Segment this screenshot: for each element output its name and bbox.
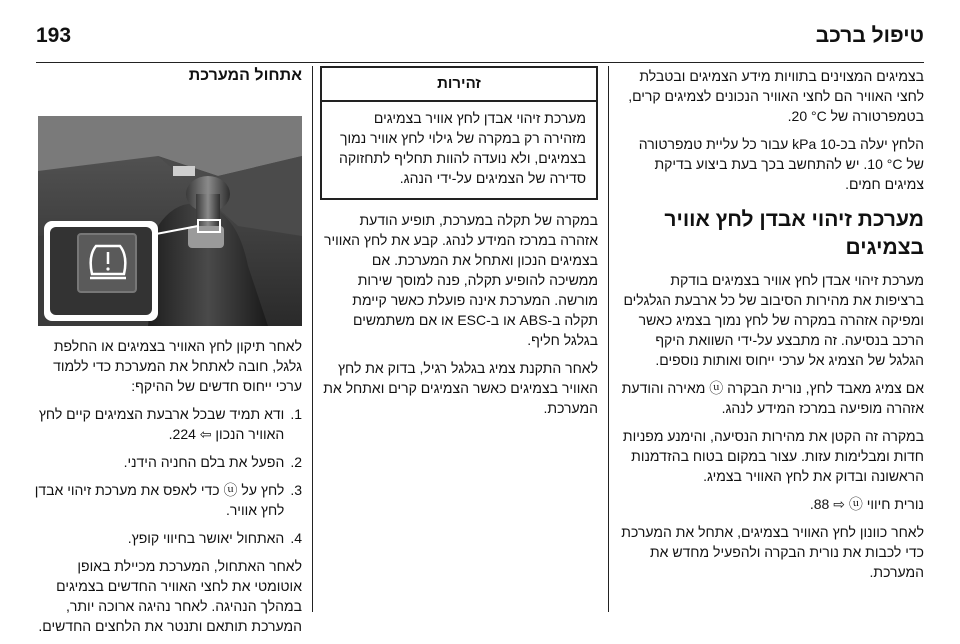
section-title: מערכת זיהוי אבדן לחץ אוויר בצמיגים bbox=[664, 208, 924, 259]
reset-step bbox=[34, 452, 302, 472]
reset-outro-paragraph: לאחר האתחול, המערכת מכיילת באופן אוטומטי את לחצי האוויר החדשים בצמיגים במהלך הנהיגה. לאחר נהיגה ארוכה יותר, המערכת תותאם ותנטר את הלחצים החדשים. bbox=[38, 558, 302, 634]
reset-intro-paragraph: לאחר תיקון לחץ האוויר בצמיגים או החלפת גלגל, חובה לאתחל את המערכת כדי ללמוד ערכי ייחוס חדשים של ההיקף: bbox=[53, 338, 302, 394]
page-title: טיפול ברכב bbox=[815, 24, 924, 47]
tyre-install-paragraph: לאחר התקנת צמיג בגלגל רגיל, בדוק את לחץ האוויר בצמיגים כאשר הצמיגים קרים ואתחל את המערכת. bbox=[323, 360, 598, 416]
temperature-paragraph: הלחץ יעלה בכ-‏10 kPa עבור כל עליית טמפרטורה של ‎10 °C. יש להתחשב בכך בעת ביצוע בדיקת צמיגים חמים. bbox=[638, 136, 924, 192]
column-divider-left bbox=[312, 66, 313, 612]
step-number: 4. bbox=[290, 530, 302, 546]
system-description-paragraph: מערכת זיהוי אבדן לחץ אוויר בצמיגים בודקת ברציפות את מהירות הסיבוב של כל ארבעת הגלגלים ומפיקה אזהרה במקרה של לחץ נמוך בצמיג כאשר הרכב בנסיעה. זה מתבצע על-ידי השוואת היקף הגלגל של הצמיג אל ערכי ייחוס ואותות נוספים. bbox=[623, 272, 924, 368]
caution-box bbox=[320, 66, 598, 200]
middle-column bbox=[320, 66, 598, 426]
gear-console-illustration bbox=[38, 116, 302, 326]
right-column bbox=[618, 66, 924, 590]
reset-step bbox=[34, 404, 302, 444]
header-rule bbox=[36, 62, 924, 63]
page-header bbox=[36, 24, 924, 54]
step-text: לחץ על ⓤ כדי לאפס את מערכת זיהוי אבדן לחץ אוויר. bbox=[34, 482, 285, 518]
left-column bbox=[34, 66, 302, 644]
reset-steps-list bbox=[34, 404, 302, 548]
pressure-info-paragraph: בצמיגים המצוינים בתוויות מידע הצמיגים ובטבלת לחצי האוויר הם לחצי האוויר הנכונים לצמיגים קרים, בטמפרטורה של ‎20 °C. bbox=[628, 68, 924, 124]
step-text: ודא תמיד שבכל ארבעת הצמיגים קיים לחץ האוויר הנכון ⇦ 224. bbox=[38, 406, 285, 442]
malfunction-paragraph: במקרה של תקלה במערכת, תופיע הודעת אזהרה במרכז המידע לנהג. קבע את לחץ האוויר בצמיגים הנכון ואתחל את המערכת. אם ממשיכה להופיע תקלה, פנה למוסך שירות מורשה. המערכת אינה פועלת כאשר קיימת תקלה ב-ABS או ב-ESC או אם משתמשים בגלגל חליף. bbox=[323, 212, 598, 348]
reset-step bbox=[34, 528, 302, 548]
caution-title: זהירות bbox=[322, 68, 596, 102]
indicator-reference: נורית חיווי ⓤ ‏⇨ 88. bbox=[809, 496, 924, 512]
caution-text: מערכת זיהוי אבדן לחץ אוויר בצמיגים מזהירה רק במקרה של גילוי לחץ אוויר נמוך בצמיגים, ולא נועדה להוות תחליף לתחזוקה סדירה של הצמיגים על-ידי הנהג. bbox=[338, 110, 586, 186]
column-divider-right bbox=[608, 66, 609, 612]
page-number: 193 bbox=[36, 24, 72, 47]
step-text: האתחול יאושר בחיווי קופץ. bbox=[127, 530, 285, 546]
step-text: הפעל את בלם החניה הידני. bbox=[123, 454, 285, 470]
step-number: 1. bbox=[290, 406, 302, 422]
driving-advice-paragraph: במקרה זה הקטן את מהירות הנסיעה, והימנע מפניות חדות ומבלימות עזות. עצור במקום בטוח בהזדמנות הראשונה ובדוק את לחץ האוויר בצמיג. bbox=[622, 428, 924, 484]
step-number: 3. bbox=[290, 482, 302, 498]
subsection-title: אתחול המערכת bbox=[188, 67, 302, 84]
reset-step bbox=[34, 480, 302, 520]
warning-light-paragraph: אם צמיג מאבד לחץ, נורית הבקרה ⓤ מאירה והודעת אזהרה מופיעה במרכז המידע לנהג. bbox=[621, 380, 924, 416]
reset-paragraph: לאחר כוונון לחץ האוויר בצמיגים, אתחל את המערכת כדי לכבות את נורית הבקרה ולהפעיל מחדש את המערכת. bbox=[621, 524, 924, 580]
console-photo bbox=[38, 116, 302, 326]
step-number: 2. bbox=[290, 454, 302, 470]
